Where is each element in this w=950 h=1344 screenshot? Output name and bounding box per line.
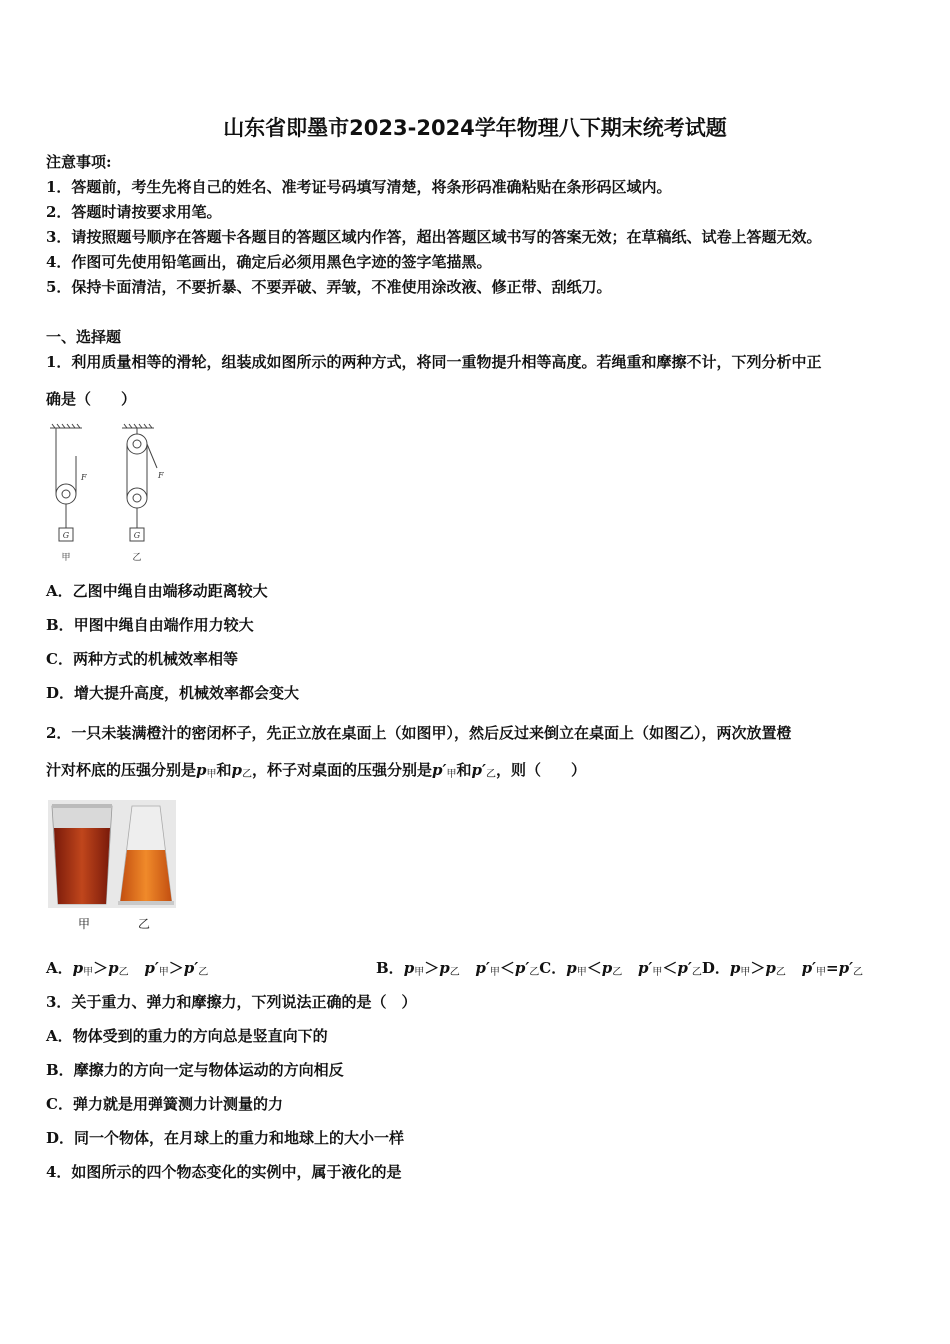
q1-stem-line1: 1．利用质量相等的滑轮，组装成如图所示的两种方式，将同一重物提升相等高度。若绳重和摩擦不计，下列分析中正 xyxy=(46,353,822,371)
q1-option-c: C．两种方式的机械效率相等 xyxy=(46,650,238,668)
q1-force-label-yi: F xyxy=(158,471,164,480)
q1-label-yi: 乙 xyxy=(132,553,142,563)
q1-option-a: A．乙图中绳自由端移动距离较大 xyxy=(46,582,268,600)
notice-item-5: 5．保持卡面清洁，不要折暴、不要弄破、弄皱，不准使用涂改液、修正带、刮纸刀。 xyxy=(46,278,612,296)
q3-option-d: D．同一个物体，在月球上的重力和地球上的大小一样 xyxy=(46,1129,405,1147)
q1-option-d: D．增大提升高度，机械效率都会变大 xyxy=(46,684,300,702)
q2-option-d: D．$p_甲>p_乙$ $p'_甲=p'_乙$ xyxy=(701,959,864,978)
q3-option-c: C．弹力就是用弹簧测力计测量的力 xyxy=(46,1095,283,1113)
q2-label-jia: 甲 xyxy=(77,917,91,931)
q1-weight-label-yi: G xyxy=(133,531,141,540)
q1-pulley-figure xyxy=(40,420,180,568)
q3-option-a: A．物体受到的重力的方向总是竖直向下的 xyxy=(46,1027,328,1045)
page-title: 山东省即墨市2023-2024学年物理八下期末统考试题 xyxy=(223,116,727,140)
notice-heading: 注意事项: xyxy=(46,153,112,171)
q4-stem: 4．如图所示的四个物态变化的实例中，属于液化的是 xyxy=(46,1163,402,1181)
q2-option-b: B．$p_甲>p_乙$ $p'_甲<p'_乙$ xyxy=(376,959,540,978)
notice-item-4: 4．作图可先使用铅笔画出，确定后必须用黑色字迹的签字笔描黑。 xyxy=(46,253,492,271)
section-heading: 一、选择题 xyxy=(46,328,122,346)
q1-label-jia: 甲 xyxy=(61,553,71,563)
q1-weight-label-jia: G xyxy=(62,531,70,540)
q2-stem-line1: 2．一只未装满橙汁的密闭杯子，先正立放在桌面上（如图甲），然后反过来倒立在桌面上（如图乙），两次放置橙 xyxy=(46,724,792,742)
q1-stem-line2: 确是（ ） xyxy=(46,390,137,408)
notice-item-3: 3．请按照题号顺序在答题卡各题目的答题区域内作答，超出答题区域书写的答案无效；在草稿纸、试卷上答题无效。 xyxy=(46,228,822,246)
q1-option-b: B．甲图中绳自由端作用力较大 xyxy=(46,616,254,634)
notice-item-2: 2．答题时请按要求用笔。 xyxy=(46,203,222,221)
q2-option-a: A．$p_甲>p_乙$ $p'_甲>p'_乙$ xyxy=(46,959,209,978)
q2-options-bcd xyxy=(376,958,863,983)
q2-option-c: C．$p_甲<p_乙$ $p'_甲<p'_乙$ xyxy=(539,959,702,978)
q2-stem-line2: 汁对杯底的压强分别是$p_甲$和$p_乙$，杯子对桌面的压强分别是$p'_甲$和$p'_乙$，则（ ） xyxy=(46,761,586,780)
q1-force-label-jia: F xyxy=(81,473,87,482)
q2-cups-photo xyxy=(48,800,176,940)
q2-label-yi: 乙 xyxy=(137,917,151,931)
q3-option-b: B．摩擦力的方向一定与物体运动的方向相反 xyxy=(46,1061,344,1079)
notice-item-1: 1．答题前，考生先将自己的姓名、准考证号码填写清楚，将条形码准确粘贴在条形码区域内。 xyxy=(46,178,672,196)
q3-stem: 3．关于重力、弹力和摩擦力，下列说法正确的是（ ） xyxy=(46,993,417,1011)
